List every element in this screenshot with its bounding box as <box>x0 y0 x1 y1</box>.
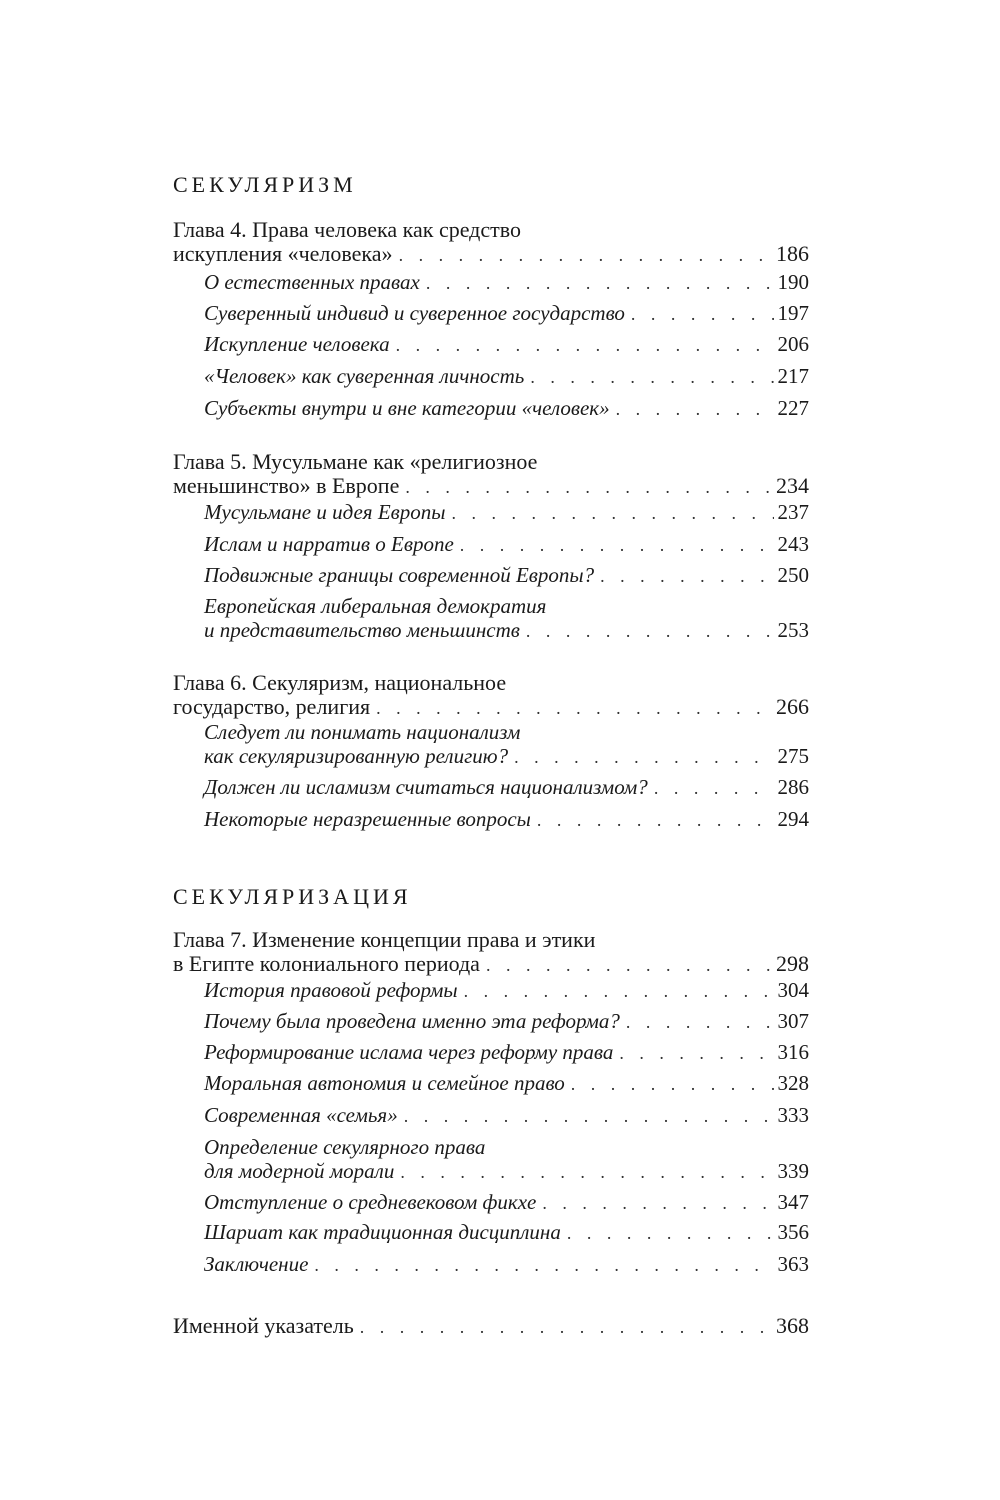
toc-entry[interactable] <box>204 364 809 389</box>
page-number: 286 <box>777 775 809 799</box>
toc-entry[interactable] <box>204 594 809 643</box>
toc-entry[interactable] <box>204 720 809 769</box>
entry-label: Ислам и нарратив о Европе <box>204 532 454 556</box>
entry-label: для модерной морали <box>204 1159 395 1183</box>
entry-label: Некоторые неразрешенные вопросы <box>204 807 531 831</box>
toc-entry[interactable] <box>204 775 809 800</box>
dot-leader <box>308 1253 773 1277</box>
entry-label: Мусульмане и идея Европы <box>204 500 446 524</box>
entry-title-line: Глава 4. Права человека как средство <box>173 217 521 242</box>
dot-leader <box>610 397 774 421</box>
dot-leader <box>445 501 773 525</box>
toc-entry[interactable] <box>204 1190 809 1215</box>
toc-entry[interactable] <box>204 270 809 295</box>
page-number: 250 <box>777 563 809 587</box>
entry-title-line: Глава 7. Изменение концепции права и этики <box>173 927 596 952</box>
page-number: 339 <box>777 1159 809 1183</box>
dot-leader <box>508 745 773 769</box>
dot-leader <box>520 619 774 643</box>
toc-entry-chapter-4[interactable] <box>173 218 809 267</box>
page-number: 206 <box>777 332 809 356</box>
entry-label: Почему была проведена именно эта реформа? <box>204 1009 620 1033</box>
entry-label: Моральная автономия и семейное право <box>204 1071 565 1095</box>
entry-label: как секуляризированную религию? <box>204 744 509 768</box>
entry-label: «Человек» как суверенная личность <box>204 364 525 388</box>
toc-entry[interactable] <box>204 978 809 1003</box>
toc-entry[interactable] <box>204 1220 809 1245</box>
toc-entry[interactable] <box>204 396 809 421</box>
toc-entry[interactable] <box>204 807 809 832</box>
entry-label: Современная «семья» <box>204 1103 398 1127</box>
dot-leader <box>370 696 772 720</box>
entry-label: История правовой реформы <box>204 978 458 1002</box>
entry-label: государство, религия <box>173 694 371 719</box>
page-number: 316 <box>777 1040 809 1064</box>
toc-entry[interactable] <box>204 1071 809 1096</box>
dot-leader <box>561 1221 774 1245</box>
toc-entry[interactable] <box>204 532 809 557</box>
dot-leader <box>648 776 774 800</box>
dot-leader <box>390 333 774 357</box>
toc-entry-chapter-7[interactable] <box>173 928 809 977</box>
page-number: 243 <box>777 532 809 556</box>
page-number: 227 <box>777 396 809 420</box>
entry-label: в Египте колониального периода <box>173 951 480 976</box>
toc-entry[interactable] <box>204 332 809 357</box>
section-title-secularism: СЕКУЛЯРИЗМ <box>173 172 357 197</box>
page-number: 304 <box>777 978 809 1002</box>
entry-title-line: Европейская либеральная демократия <box>204 594 547 618</box>
toc-entry[interactable] <box>204 301 809 326</box>
entry-label: меньшинство» в Европе <box>173 473 400 498</box>
entry-label: Субъекты внутри и вне категории «человек» <box>204 396 610 420</box>
entry-title-line: Следует ли понимать национализм <box>204 720 521 744</box>
page-number: 253 <box>777 618 809 642</box>
page-number: 307 <box>777 1009 809 1033</box>
toc-entry-chapter-6[interactable] <box>173 671 809 720</box>
dot-leader <box>613 1041 773 1065</box>
dot-leader <box>354 1315 772 1339</box>
entry-label: Подвижные границы современной Европы? <box>204 563 595 587</box>
page-number: 368 <box>776 1313 809 1338</box>
page-number: 356 <box>777 1220 809 1244</box>
entry-label: О естественных правах <box>204 270 420 294</box>
toc-entry[interactable] <box>204 500 809 525</box>
page-number: 294 <box>777 807 809 831</box>
dot-leader <box>480 953 772 977</box>
toc-entry[interactable] <box>204 1009 809 1034</box>
entry-label: Реформирование ислама через реформу права <box>204 1040 614 1064</box>
page-number: 217 <box>777 364 809 388</box>
page-number: 190 <box>777 270 809 294</box>
dot-leader <box>524 365 773 389</box>
dot-leader <box>620 1010 774 1034</box>
dot-leader <box>420 271 774 295</box>
page-number: 197 <box>777 301 809 325</box>
dot-leader <box>625 302 774 326</box>
entry-label: Искупление человека <box>204 332 390 356</box>
entry-label: Должен ли исламизм считаться национализмом? <box>204 775 648 799</box>
dot-leader <box>454 533 774 557</box>
toc-entry[interactable] <box>204 1135 809 1184</box>
entry-label: искупления «человека» <box>173 241 393 266</box>
page-number: 333 <box>777 1103 809 1127</box>
dot-leader <box>399 475 772 499</box>
entry-label: Именной указатель <box>173 1313 354 1338</box>
dot-leader <box>398 1104 774 1128</box>
dot-leader <box>565 1072 774 1096</box>
entry-label: и представительство меньшинств <box>204 618 520 642</box>
toc-entry-chapter-5[interactable] <box>173 450 809 499</box>
page-number: 328 <box>777 1071 809 1095</box>
dot-leader <box>594 564 773 588</box>
entry-label: Суверенный индивид и суверенное государство <box>204 301 625 325</box>
section-title-secularization: СЕКУЛЯРИЗАЦИЯ <box>173 884 412 909</box>
dot-leader <box>531 808 774 832</box>
entry-label: Заключение <box>204 1252 309 1276</box>
entry-label: Отступление о средневековом фикхе <box>204 1190 537 1214</box>
page-number: 186 <box>776 241 809 266</box>
page-number: 347 <box>777 1190 809 1214</box>
page-number: 363 <box>777 1252 809 1276</box>
entry-title-line: Глава 6. Секуляризм, национальное <box>173 670 507 695</box>
page-number: 275 <box>777 744 809 768</box>
dot-leader <box>536 1191 773 1215</box>
dot-leader <box>393 243 772 267</box>
page-number: 234 <box>776 473 809 498</box>
toc-entry-index[interactable] <box>173 1314 809 1339</box>
entry-title-line: Глава 5. Мусульмане как «религиозное <box>173 449 538 474</box>
toc-entry[interactable] <box>204 1252 809 1277</box>
toc-entry[interactable] <box>204 1040 809 1065</box>
page-number: 266 <box>776 694 809 719</box>
page-number: 298 <box>776 951 809 976</box>
dot-leader <box>394 1160 773 1184</box>
toc-entry[interactable] <box>204 1103 809 1128</box>
toc-entry[interactable] <box>204 563 809 588</box>
entry-label: Шариат как традиционная дисциплина <box>204 1220 561 1244</box>
dot-leader <box>458 979 774 1003</box>
entry-title-line: Определение секулярного права <box>204 1135 486 1159</box>
page-number: 237 <box>777 500 809 524</box>
